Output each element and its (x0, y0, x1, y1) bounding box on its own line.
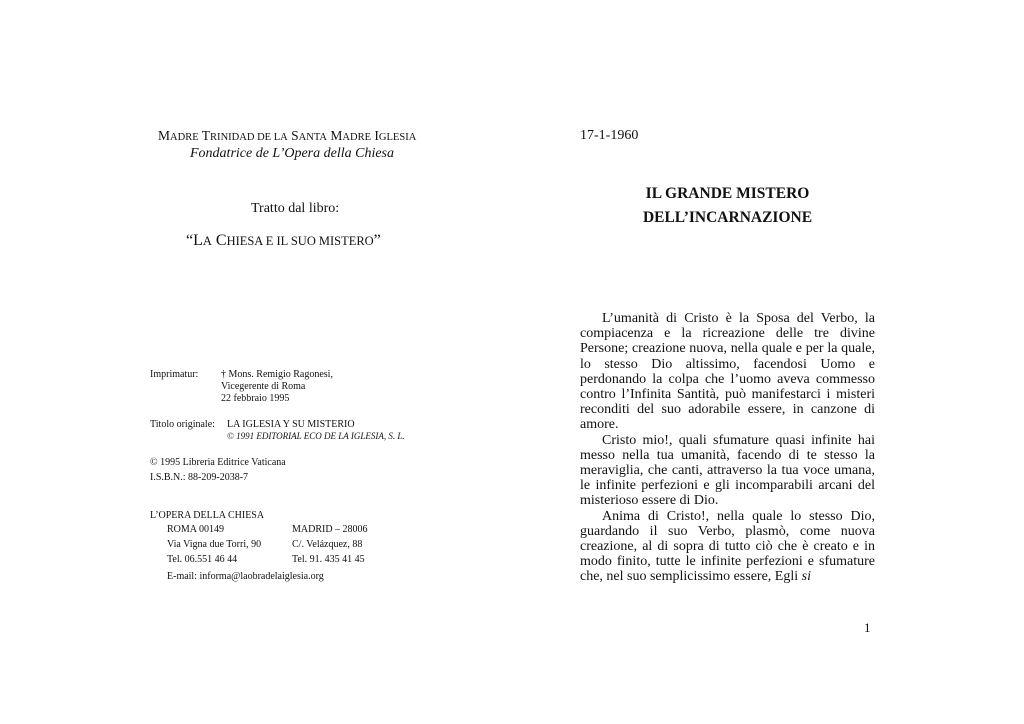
roma-tel: Tel. 06.551 46 44 (167, 554, 238, 565)
paragraph: L’umanità di Cristo è la Sposa del Verbo, la compiacenza e la ricreazione delle tre divine Persone; creazione nuova, nella quale e per la quale, lo stesso Dio altissimo, facendosi Uomo e perdonando la colpa che l’uomo aveva commesso contro l’Infinita Santità, può manifestarci i misteri reconditi del suo adorabile essere, in canzone di amore. (580, 311, 875, 433)
paragraph: Cristo mio!, quali sfumature quasi infinite hai messo nella tua umanità, facendo di te stesso la meraviglia, che canti, attraverso la tua voce umana, le infinite perfezioni e gli incomparabili arcani del misterioso essere di Dio. (580, 432, 875, 509)
paragraph: Anima di Cristo!, nella quale lo stesso Dio, guardando il suo Verbo, plasmò, come nuova creazione, al di sopra di tutto ciò che è creato e in modo finito, tutte le infinite perfezioni e sfumature che, nel suo semplicissimo essere, Egli si (580, 508, 875, 585)
date: 17-1-1960 (580, 128, 639, 143)
chapter-title (600, 182, 855, 230)
body-text (580, 311, 875, 585)
author-subtitle: Fondatrice de L’Opera della Chiesa (190, 146, 395, 161)
chapter-title-line: DELL’INCARNAZIONE (642, 209, 813, 226)
book-title: “LA CHIESA E IL SUO MISTERO” (186, 232, 381, 249)
imprimatur-line: Vicegerente di Roma (221, 381, 306, 392)
author-name: MADRE TRINIDAD DE LA SANTA MADRE IGLESIA (158, 128, 417, 143)
original-copyright: © 1991 EDITORIAL ECO DE LA IGLESIA, S. L. (227, 431, 405, 441)
email-link[interactable]: E-mail: informa@laobradelaiglesia.org (167, 571, 324, 582)
imprimatur-line: 22 febbraio 1995 (221, 393, 290, 404)
page-number: 1 (864, 620, 871, 635)
madrid-street: C/. Velázquez, 88 (292, 539, 363, 550)
copyright-line: © 1995 Libreria Editrice Vaticana (150, 457, 286, 468)
isbn: I.S.B.N.: 88-209-2038-7 (150, 472, 249, 483)
imprimatur-line: † Mons. Remigio Ragonesi, (221, 369, 333, 380)
chapter-title-line: IL GRANDE MISTERO (645, 185, 810, 202)
tratto-label: Tratto dal libro: (251, 201, 340, 216)
roma-city: ROMA 00149 (167, 524, 224, 535)
original-title-value: LA IGLESIA Y SU MISTERIO (227, 419, 355, 430)
roma-street: Via Vigna due Torri, 90 (167, 539, 262, 550)
original-title-label: Titolo originale: (150, 419, 215, 430)
madrid-tel: Tel. 91. 435 41 45 (292, 554, 365, 565)
opera-heading: L’OPERA DELLA CHIESA (150, 510, 265, 521)
imprimatur-label: Imprimatur: (150, 369, 199, 380)
madrid-city: MADRID – 28006 (292, 524, 368, 535)
